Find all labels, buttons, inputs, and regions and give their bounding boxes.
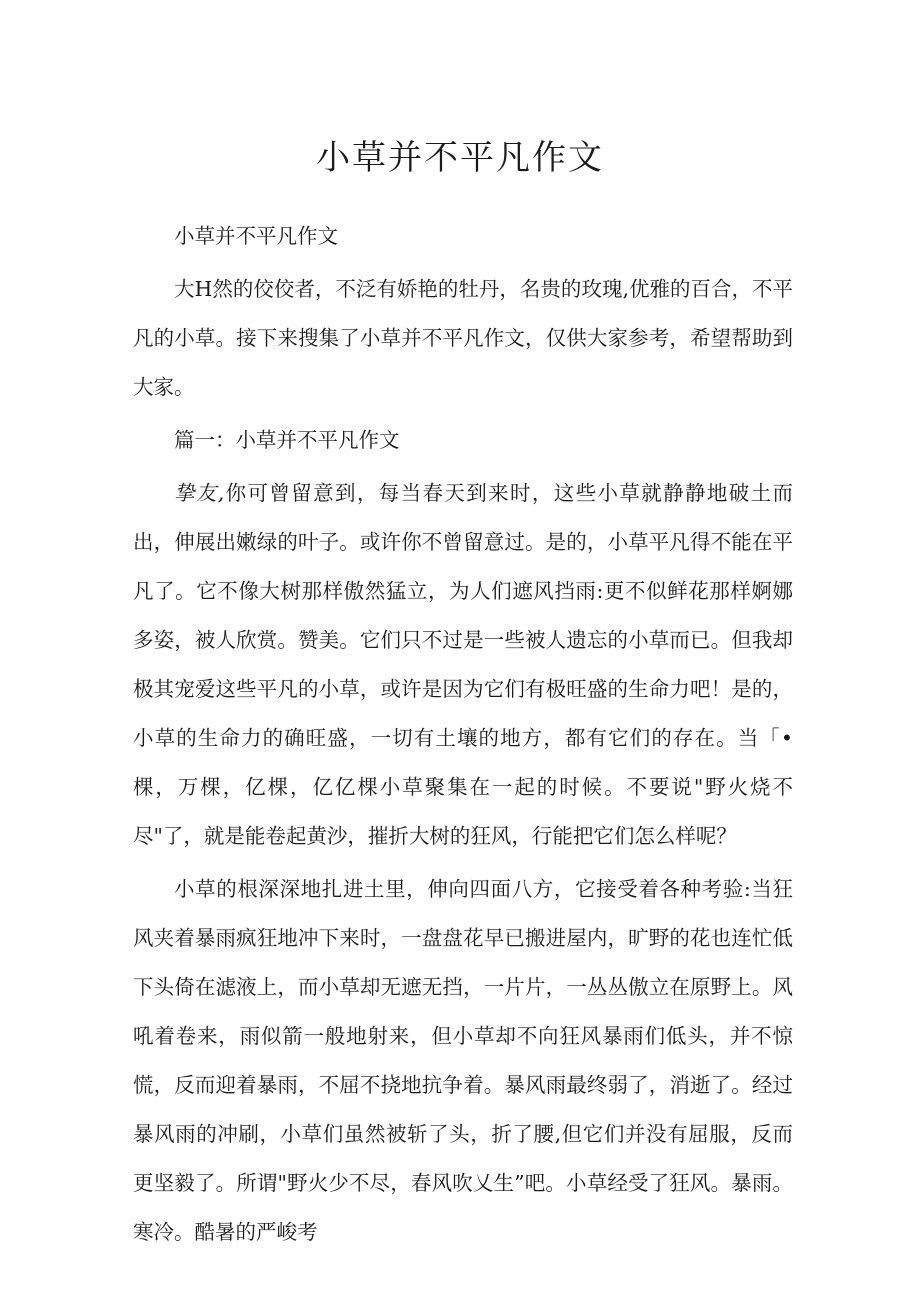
document-title: 小草并不平凡作文 bbox=[316, 138, 604, 178]
paragraph-2: 小草的根深深地扎进土里，伸向四面八方，它接受着各种考验:当狂风夹着暴雨疯狂地冲下来时，一盘盘花早已搬进屋内，旷野的花也连忙低下头倚在滤液上，而小草却无遮无挡，一片片，一丛丛傲立在原野上。风吼着卷来，雨似箭一般地射来，但小草却不向狂风暴雨们低头，并不惊慌，反而迎着暴雨，不屈不挠地抗争着。暴风雨最终弱了，消逝了。经过暴风雨的冲刷，小草们虽然被斩了头，折了腰,但它们并没有屈服，反而更坚毅了。所谓"野火少不尽，春风吹乂生”吧。小草经受了狂风。暴雨。寒冷。酷暑的严峻考 bbox=[133, 877, 793, 1244]
intro-paragraph: 大H然的佼佼者，不泛有娇艳的牡丹，名贵的玫瑰,优雅的百合，不平凡的小草。接下来搜集了小草并不平凡作文，仅供大家参考，希望帮助到大家。 bbox=[133, 277, 793, 399]
paragraph-1-lead: 挚友, bbox=[174, 481, 225, 505]
section-heading: 篇一：小草并不平凡作文 bbox=[174, 428, 400, 452]
paragraph-1 bbox=[133, 469, 793, 861]
document-body bbox=[133, 212, 793, 1257]
subtitle-paragraph: 小草并不平凡作文 bbox=[174, 224, 338, 248]
paragraph-1-text: 你可曾留意到，每当春天到来时，这些小草就静静地破土而出，伸展出嫩绿的叶子。或许你不曾留意过。是的，小草平凡得不能在平凡了。它不像大树那样傲然猛立，为人们遮风挡雨:更不似鲜花那样婀娜多姿，被人欣赏。赞美。它们只不过是一些被人遗忘的小草而已。但我却极其宠爱这些平凡的小草，或许是因为它们有极旺盛的生命力吧！是的，小草的生命力的确旺盛，一切有土壤的地方，都有它们的存在。当「•棵，万棵，亿棵，亿亿棵小草聚集在一起的时候。不要说"野火烧不尽"了，就是能卷起黄沙，摧折大树的狂风，行能把它们怎么样呢？ bbox=[133, 481, 793, 848]
